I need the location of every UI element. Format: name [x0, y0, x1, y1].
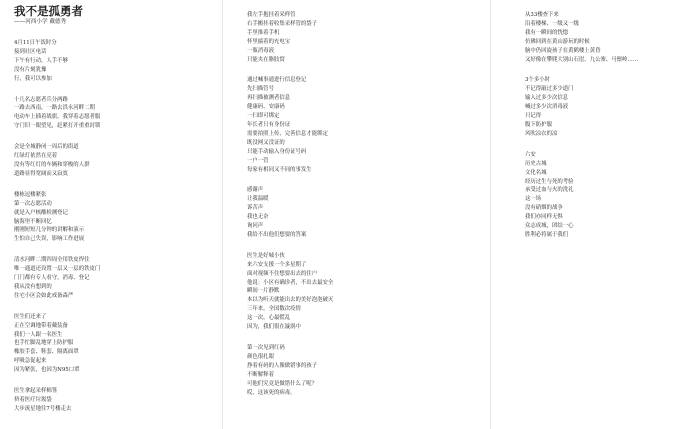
poem-line: 因为紧张，也因为N95口罩: [14, 367, 80, 374]
poem-line: 需要拍照上传，完善信息才能绑定: [247, 130, 328, 137]
poem-line: 也手忙脚乱地穿上防护服: [14, 340, 74, 347]
poem-line: 输入过多少次信息: [525, 95, 569, 102]
poem-line: 一路去西南，一路去洪永河畔二期: [14, 105, 95, 112]
poem-line: 4月11日午饭时分: [14, 40, 57, 46]
poem-line: 清水河畔二期四周全用铁皮焊住: [14, 257, 90, 264]
poem-line: 面对视频不住想要出去的住户: [247, 270, 318, 277]
poem-stanza: [14, 143, 210, 179]
poem-line: 这一场: [525, 196, 542, 203]
poem-line: 三年来，全国数次疫情: [247, 306, 301, 313]
poem-line: 一扫即可绑定: [247, 113, 280, 120]
poem-stanza: [247, 252, 462, 332]
poem-line: 哎，这该死的病毒。: [247, 389, 296, 396]
poem-line: 第一次志愿活动: [14, 200, 52, 207]
poem-line: 挣着有码的人像做错事的孩子: [247, 362, 318, 369]
poem-stanza: [247, 76, 462, 174]
stanza-list: [14, 39, 210, 414]
poem-line: 众志成城，团结一心: [525, 223, 574, 230]
poem-line: 再扫描被测者信息: [247, 95, 291, 102]
poem-line: 医生拿起采样棉签: [14, 388, 58, 395]
poem-stanza: [14, 387, 210, 414]
poem-line: 我们亦同样无惧: [525, 214, 563, 221]
poem-stanza: [247, 344, 462, 397]
poem-line: 呼吸急促起来: [14, 358, 47, 365]
poem-line: 守门旧一眼望见，赶紧打开重重封锁: [14, 123, 101, 130]
poem-line: 仿佛回到在黄山游玩的时候: [525, 38, 590, 45]
poem-title: 我不是孤勇者: [14, 4, 83, 18]
poem-line: 脑海里不断回忆: [14, 218, 52, 225]
poem-line: 胜利必将属于我们: [525, 231, 569, 238]
poem-line: 又好像在攀爬大别山石崖、九公寨、马鬃岭……: [525, 56, 639, 63]
poem-line: 第一次见到红码: [247, 345, 285, 351]
poem-line: 一瓶消毒液: [247, 47, 274, 54]
poem-line: 让我温暖: [247, 196, 269, 203]
stanza-list: [525, 11, 695, 240]
poem-line: 从33楼查下来: [525, 12, 559, 18]
poem-line: 来六安支援一个多星期了: [247, 261, 307, 268]
poem-line: 挤着医疗垃圾袋: [14, 397, 52, 403]
poem-line: 没有等红灯的车辆和穿梭的人群: [14, 161, 90, 168]
poem-line: 健康码、安康码: [247, 104, 285, 111]
poem-line: 没有硝烟的战争: [525, 205, 563, 212]
poem-line: 会是全城静闭一周后的街道: [14, 144, 79, 151]
poem-line: 我给不出他们想要的答案: [247, 231, 307, 238]
poem-line: 感谢声: [247, 187, 264, 194]
poem-stanza: [14, 96, 210, 132]
poem-line: 询问声: [247, 223, 264, 230]
poem-stanza: [14, 191, 210, 244]
poem-stanza: [525, 76, 695, 138]
poem-line: 只能夹在胳肢窝: [247, 56, 285, 63]
poem-line: 我左手抱挂着采样管: [247, 12, 296, 18]
poem-line: 门门都有专人看守，消毒、登记: [14, 275, 90, 282]
poem-line: 可他们究竟是做错什么了呢？: [247, 380, 318, 387]
poem-line: 我从没有想到的: [14, 283, 52, 290]
poem-line: 沿着楼梯，一级又一级: [525, 20, 579, 27]
poem-line: 历史古城: [525, 160, 547, 167]
poem-line: 只能手动输入身份证号码: [247, 148, 307, 155]
poem-line: 他说：小区有确诊者，不出去最安全: [247, 279, 334, 286]
poem-line: 我也无奈: [247, 214, 269, 221]
poem-line: 颜色很扎眼: [247, 353, 274, 360]
poem-stanza: [14, 256, 210, 301]
poem-stanza: [525, 11, 695, 64]
poem-line: 年长者只有身份证: [247, 121, 291, 128]
poem-author: ——河西小学 戴德秀: [14, 19, 67, 25]
poem-line: 右手搬挂着收集采样管的袋子: [247, 20, 318, 27]
poem-line: 我有一瞬间的恍惚: [525, 29, 569, 36]
poem-line: 医生是好城小伙: [247, 252, 285, 259]
poem-column-2: [247, 11, 462, 409]
poem-line: 脑中仍回旋孩子在黄鹤楼上黄昏: [525, 47, 601, 54]
poem-line: 文化名城: [525, 169, 547, 176]
column-divider: [490, 0, 491, 429]
poem-line: 先扫描管号: [247, 86, 274, 93]
poem-line: 电动车上插着战旗，我穿着志愿者服: [14, 114, 101, 121]
poem-line: 经历过生与死的考验: [525, 178, 574, 185]
poem-line: 楼栋逗楼紧张: [14, 191, 47, 198]
poem-stanza: [14, 313, 210, 375]
poem-line: 不记得敲过多少道门: [525, 86, 574, 93]
poem-line: 十几名志愿者兵分两路: [14, 96, 68, 103]
poem-stanza: [525, 151, 695, 240]
poem-line: 住宅小区会如此戒备森严: [14, 292, 74, 299]
poem-line: 承受过血与火的洗礼: [525, 187, 574, 194]
poem-line: 道路显得宽阔而又寂寞: [14, 170, 68, 177]
poem-line: 生怕自己失误，影响工作进展: [14, 236, 85, 243]
poem-line: 只记得: [525, 113, 542, 120]
poem-stanza: [247, 11, 462, 64]
poem-line: 腹下防护服: [525, 121, 552, 128]
poem-line: 行，我可以参加: [14, 75, 52, 82]
poem-stanza: [14, 39, 210, 84]
poem-line: 六安: [525, 151, 536, 158]
poem-line: 本以为听天就能出去的美好泡泡破灭: [247, 297, 334, 304]
poem-column-1: [14, 4, 210, 426]
poem-line: 因为，我们很在漩涡中: [247, 324, 301, 331]
poem-column-3: [525, 11, 695, 252]
poem-line: 下午有行动，人手不够: [14, 57, 68, 64]
poem-line: 接到社区电话: [14, 48, 47, 55]
poem-line: 就是入户核酸检测登记: [14, 209, 68, 216]
poem-line: 既没网又没证的: [247, 139, 285, 146]
poem-line: 不断解释着: [247, 371, 274, 378]
poem-line: 怀里揣着的充电宝: [247, 38, 291, 45]
poem-line: 诉苦声: [247, 205, 264, 212]
poem-line: 每家有相同又不同的事发生: [247, 166, 312, 173]
poem-line: 刚刚短短几分钟的讲解和演示: [14, 227, 85, 234]
poem-line: 瞬间一片静默: [247, 288, 280, 295]
column-divider: [222, 0, 223, 429]
poem-line: 正在空调地带着戴装备: [14, 322, 68, 329]
poem-stanza: [247, 186, 462, 239]
poem-line: 一户一管: [247, 157, 269, 164]
poem-line: 风吹凉衣的凉: [525, 130, 558, 137]
poem-line: 通过喊事通进行信息登记: [247, 77, 307, 84]
poem-line: 红绿灯依然在亮着: [14, 153, 58, 160]
poem-line: 这一次，心最慌乱: [247, 315, 291, 322]
poem-line: 我们一人跟一名医生: [14, 331, 63, 338]
stanza-list: [247, 11, 462, 397]
poem-line: 唯一通道还设置一层又一层的铁皮门: [14, 266, 101, 273]
poem-line: 手里推着手机: [247, 29, 280, 36]
poem-line: 大步流星地往7号楼走去: [14, 405, 72, 412]
poem-line: 3个多小时: [525, 77, 550, 84]
poem-line: 喊过多少次消毒液: [525, 104, 569, 111]
poem-line: 橡胶手套、鞋套、隔离面罩: [14, 349, 79, 356]
poem-line: 医生们还来了: [14, 313, 47, 320]
poem-line: 没有片刻犹豫: [14, 66, 47, 73]
